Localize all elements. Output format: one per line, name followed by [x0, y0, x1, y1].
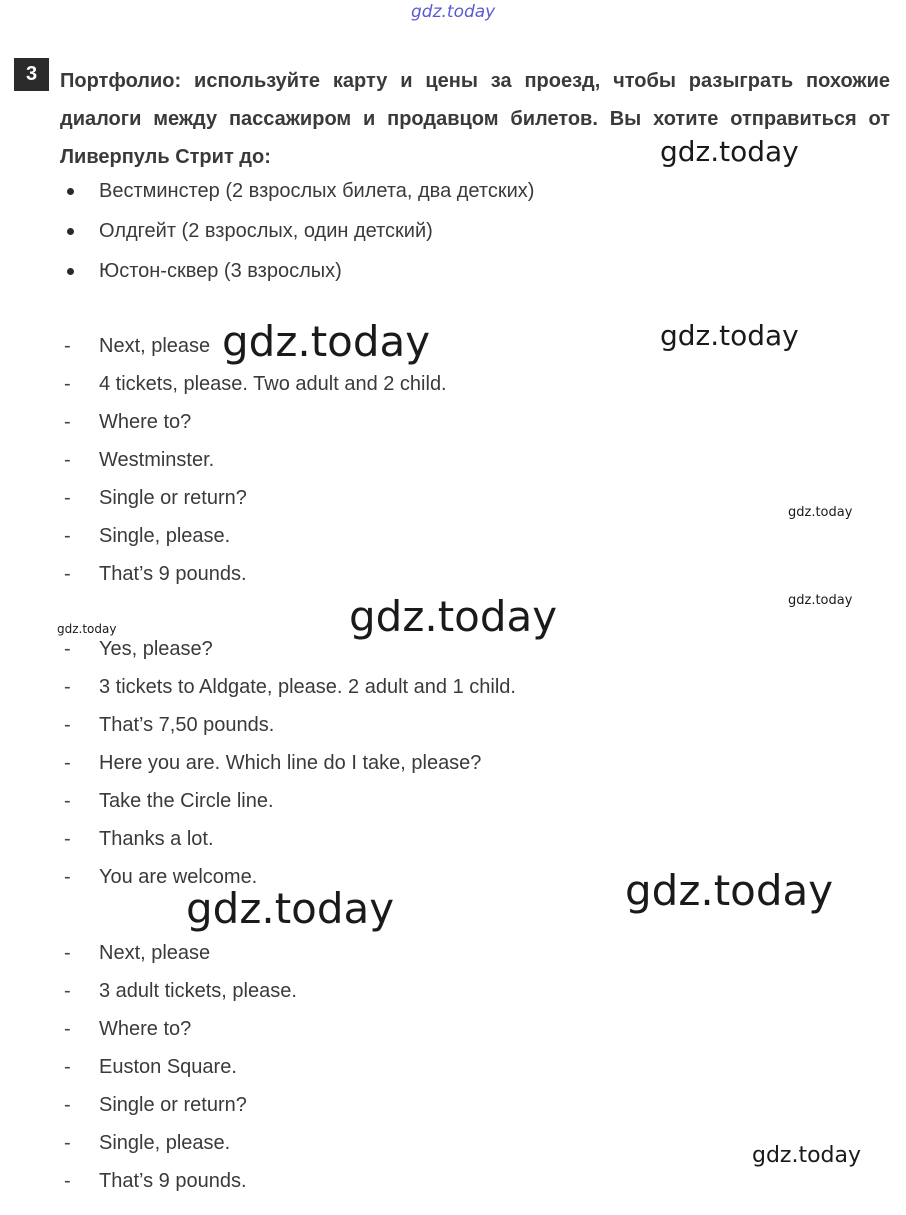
dialog-line	[64, 327, 447, 365]
dialog-line-text: You are welcome.	[99, 866, 258, 888]
dialog-line	[64, 555, 447, 593]
dash-icon: -	[64, 790, 71, 812]
dialog-line	[64, 782, 516, 820]
dialog-line	[64, 1048, 297, 1086]
dialog-line	[64, 1162, 297, 1200]
list-item-text: Вестминстер (2 взрослых билета, два детских)	[99, 180, 535, 202]
dialog-line-text: Westminster.	[99, 449, 215, 471]
dialog-westminster	[64, 327, 447, 593]
list-item-text: Олдгейт (2 взрослых, один детский)	[99, 220, 433, 242]
dialog-line-text: Next, please	[99, 942, 211, 964]
watermark-top: gdz.today	[411, 2, 496, 22]
dialog-line-text: Take the Circle line.	[99, 790, 274, 812]
dash-icon: -	[64, 487, 71, 509]
dash-icon: -	[64, 714, 71, 736]
dash-icon: -	[64, 525, 71, 547]
list-item	[60, 212, 534, 252]
list-item	[60, 172, 534, 212]
dash-icon: -	[64, 638, 71, 660]
dialog-line	[64, 820, 516, 858]
dialog-line-text: Euston Square.	[99, 1056, 237, 1078]
dialog-line-text: Thanks a lot.	[99, 828, 214, 850]
dialog-line-text: 3 tickets to Aldgate, please. 2 adult and 1 child.	[99, 676, 516, 698]
watermark: gdz.today	[788, 593, 853, 608]
dash-icon: -	[64, 1170, 71, 1192]
bullet-icon	[67, 268, 74, 275]
dialog-line-text: Yes, please?	[99, 638, 213, 660]
dialog-line	[64, 972, 297, 1010]
watermark: gdz.today	[752, 1143, 862, 1168]
dash-icon: -	[64, 563, 71, 585]
dash-icon: -	[64, 676, 71, 698]
dash-icon: -	[64, 1018, 71, 1040]
dash-icon: -	[64, 828, 71, 850]
dialog-line-text: Where to?	[99, 1018, 192, 1040]
dialog-line-text: Single, please.	[99, 525, 231, 547]
dash-icon: -	[64, 373, 71, 395]
exercise-instruction: Портфолио: используйте карту и цены за проезд, чтобы разыграть похожие диалоги между пассажиром и продавцом билетов. Вы хотите отправиться от Ливерпуль Стрит до:	[60, 70, 890, 168]
dialog-line	[64, 479, 447, 517]
dash-icon: -	[64, 866, 71, 888]
destination-list	[60, 172, 534, 292]
dialog-line	[64, 403, 447, 441]
dialog-line-text: 4 tickets, please. Two adult and 2 child.	[99, 373, 447, 395]
dialog-line-text: That’s 9 pounds.	[99, 1170, 247, 1192]
dialog-line	[64, 1124, 297, 1162]
dash-icon: -	[64, 1056, 71, 1078]
bullet-icon	[67, 228, 74, 235]
dialog-line-text: Single or return?	[99, 487, 247, 509]
dash-icon: -	[64, 1094, 71, 1116]
dialog-line	[64, 1010, 297, 1048]
watermark: gdz.today	[625, 866, 834, 915]
dash-icon: -	[64, 449, 71, 471]
dash-icon: -	[64, 980, 71, 1002]
dialog-line-text: Here you are. Which line do I take, please?	[99, 752, 482, 774]
dash-icon: -	[64, 942, 71, 964]
watermark: gdz.today	[788, 505, 853, 520]
dialog-line	[64, 1086, 297, 1124]
watermark: gdz.today	[349, 592, 558, 641]
watermark: gdz.today	[222, 317, 431, 366]
dialog-line	[64, 517, 447, 555]
dialog-line	[64, 630, 516, 668]
dialog-line-text: Single, please.	[99, 1132, 231, 1154]
dialog-line-text: Next, please	[99, 335, 211, 357]
bullet-icon	[67, 188, 74, 195]
dash-icon: -	[64, 752, 71, 774]
dialog-line	[64, 668, 516, 706]
dialog-line-text: That’s 9 pounds.	[99, 563, 247, 585]
dialog-line-text: That’s 7,50 pounds.	[99, 714, 275, 736]
dialog-line	[64, 365, 447, 403]
dialog-line-text: Where to?	[99, 411, 192, 433]
watermark: gdz.today	[57, 622, 117, 636]
dialog-euston-square	[64, 934, 297, 1200]
list-item	[60, 252, 534, 292]
list-item-text: Юстон-сквер (3 взрослых)	[99, 260, 342, 282]
dialog-line	[64, 934, 297, 972]
dialog-line-text: 3 adult tickets, please.	[99, 980, 297, 1002]
dialog-aldgate	[64, 630, 516, 896]
dash-icon: -	[64, 1132, 71, 1154]
watermark: gdz.today	[660, 319, 799, 352]
watermark: gdz.today	[660, 135, 799, 168]
watermark: gdz.today	[186, 884, 395, 933]
dialog-line	[64, 441, 447, 479]
dialog-line-text: Single or return?	[99, 1094, 247, 1116]
dialog-line	[64, 858, 516, 896]
dialog-line	[64, 744, 516, 782]
dash-icon: -	[64, 335, 71, 357]
dash-icon: -	[64, 411, 71, 433]
exercise-number-badge: 3	[14, 58, 49, 91]
dialog-line	[64, 706, 516, 744]
